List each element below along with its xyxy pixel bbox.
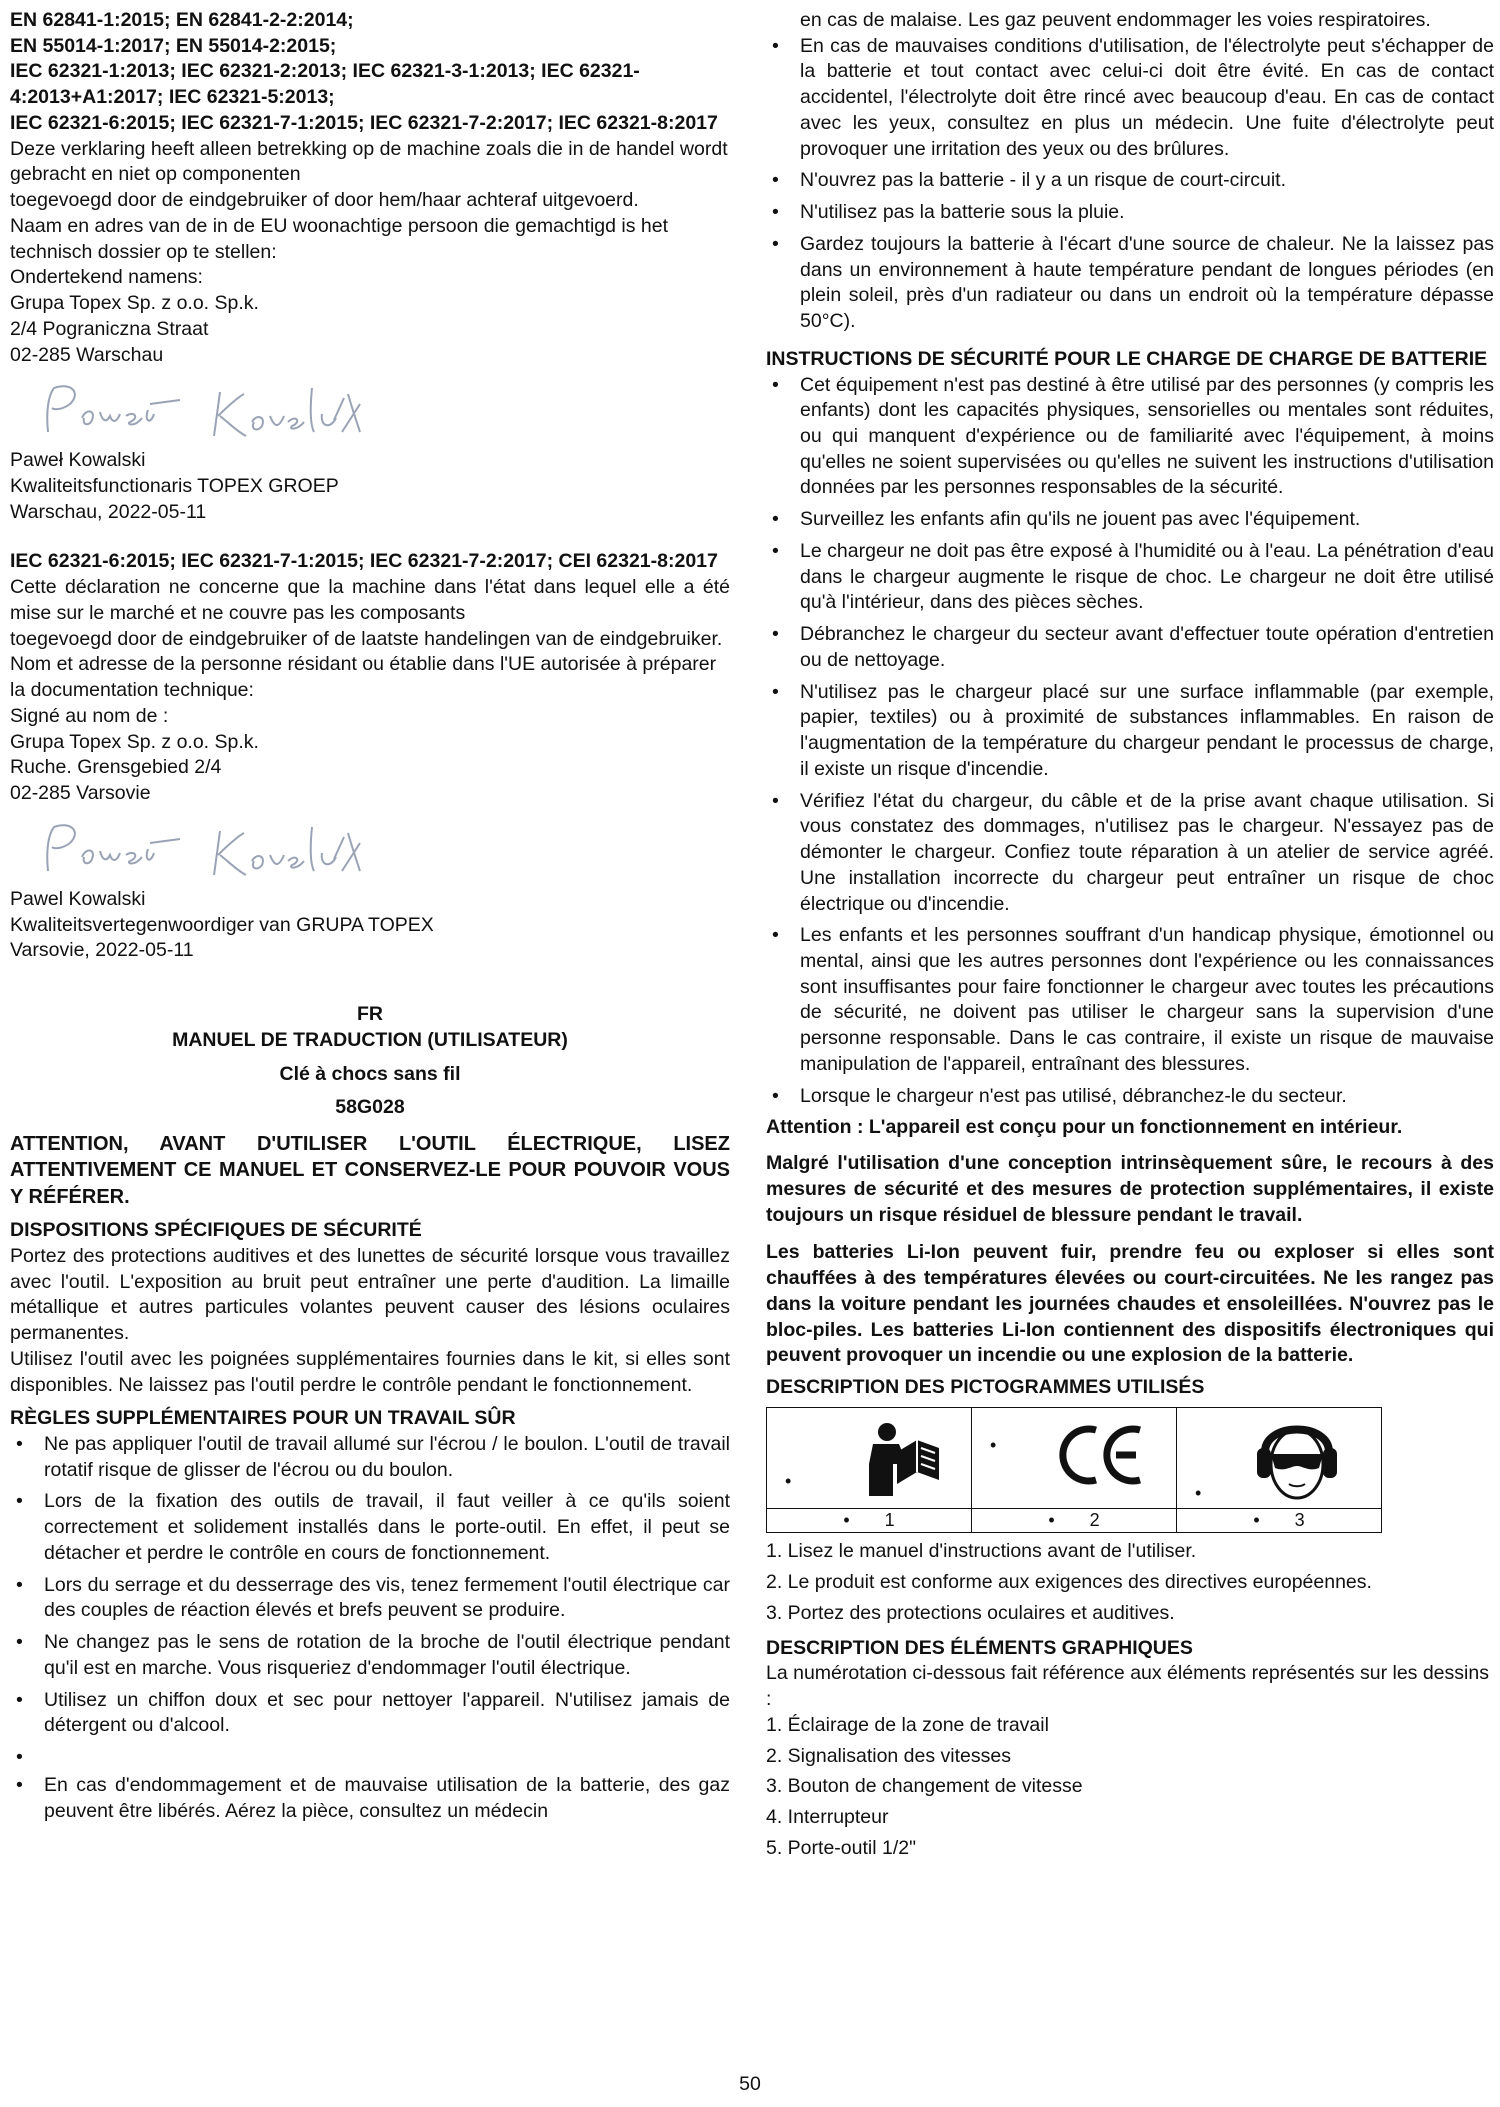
list-item: • Débranchez le chargeur du secteur avant d'effectuer toute opération d'entretien ou de nettoyage. bbox=[766, 622, 1494, 673]
standards-line-2: EN 55014-1:2017; EN 55014-2:2015; bbox=[10, 34, 337, 57]
additional-rules-list bbox=[10, 1432, 730, 1825]
signature-image bbox=[10, 368, 730, 448]
pictograms-table bbox=[766, 1407, 1382, 1534]
standards-line-1: EN 62841-1:2015; EN 62841-2-2:2014; bbox=[10, 9, 354, 31]
signature-image bbox=[10, 807, 730, 887]
list-item: • Les enfants et les personnes souffrant d'un handicap physique, émotionnel ou mental, ainsi que les autres personnes dont l'expérience ou les connaissances sont insuffisantes pour faire fonctionner le chargeur avec toutes les précautions de sécurité, ne doivent pas utiliser le chargeur sans la supervision d'une personne responsable. Dans le cas contraire, il existe un risque de mauvaise manipulation de l'appareil, entraînant des blessures. bbox=[766, 923, 1494, 1077]
pictogram-cell-2: • bbox=[972, 1407, 1177, 1508]
nl-declaration-p1: Deze verklaring heeft alleen betrekking op de machine zoals die in de handel wordt gebracht en niet op componenten bbox=[10, 137, 728, 186]
graphic-elements-list bbox=[766, 1713, 1494, 1862]
specific-safety-p2: Utilisez l'outil avec les poignées supplémentaires fournies dans le kit, si elles sont disponibles. Ne laissez pas l'outil perdre le contrôle pendant le fonctionnement. bbox=[10, 1347, 730, 1396]
read-manual-icon bbox=[847, 1418, 947, 1498]
specific-safety-heading: DISPOSITIONS SPÉCIFIQUES DE SÉCURITÉ bbox=[10, 1219, 422, 1242]
list-item: • Surveillez les enfants afin qu'ils ne jouent pas avec l'équipement. bbox=[766, 507, 1494, 533]
nl-street: 2/4 Pograniczna Straat bbox=[10, 317, 209, 340]
nl-signatory-role: Kwaliteitsfunctionaris TOPEX GROEP bbox=[10, 475, 339, 498]
list-item: • Ne pas appliquer l'outil de travail allumé sur l'écrou / le boulon. L'outil de travail rotatif risque de glisser de l'écrou ou du boulon. bbox=[10, 1432, 730, 1483]
fr-declaration-p1: Cette déclaration ne concerne que la machine dans l'état dans lequel elle a été mise sur le marché et ne couvre pas les composants bbox=[10, 576, 730, 624]
pictogram-descriptions bbox=[766, 1539, 1494, 1626]
model-number: 58G028 bbox=[335, 1096, 405, 1119]
nl-date: Warschau, 2022-05-11 bbox=[10, 500, 207, 523]
list-item: • Le chargeur ne doit pas être exposé à l'humidité ou à l'eau. La pénétration d'eau dans le chargeur augmente le risque de choc. Le chargeur ne doit être utilisé qu'à l'intérieur, dans des pièces sèches. bbox=[766, 539, 1494, 616]
list-item: • N'utilisez pas la batterie sous la pluie. bbox=[766, 200, 1494, 226]
residual-risk-note: Malgré l'utilisation d'une conception intrinsèquement sûre, le recours à des mesures de sécurité et des mesures de protection supplémentaires, il existe toujours un risque résiduel de blessure pendant le travail. bbox=[766, 1152, 1494, 1226]
list-item: • Utilisez un chiffon doux et sec pour nettoyer l'appareil. N'utilisez jamais de détergent ou d'alcool. bbox=[10, 1688, 730, 1739]
li-ion-warning: Les batteries Li-Ion peuvent fuir, prendre feu ou exploser si elles sont chauffées à des températures élevées ou court-circuitées. Ne les rangez pas dans la voiture pendant les journées chaudes et ensoleillées. N'ouvrez pas le bloc-piles. Les batteries Li-Ion contiennent des dispositifs électroniques qui peuvent provoquer un incendie ou une explosion de la batterie. bbox=[766, 1241, 1494, 1367]
charger-safety-heading: INSTRUCTIONS DE SÉCURITÉ POUR LE CHARGE DE CHARGE DE BATTERIE bbox=[766, 347, 1488, 370]
fr-declaration-p3: Nom et adresse de la personne résidant ou établie dans l'UE autorisée à préparer la documentation technique: bbox=[10, 653, 717, 702]
fr-standards: IEC 62321-6:2015; IEC 62321-7-1:2015; IEC 62321-7-2:2017; CEI 62321-8:2017 bbox=[10, 550, 718, 573]
fr-signatory-role: Kwaliteitsvertegenwoordiger van GRUPA TOPEX bbox=[10, 913, 434, 936]
fr-declaration-p2: toegevoegd door de eindgebruiker of de laatste handelingen van de eindgebruiker. bbox=[10, 627, 723, 650]
list-item: • Gardez toujours la batterie à l'écart d'une source de chaleur. Ne la laissez pas dans un environnement à haute température pendant de longues périodes (en plein soleil, près d'un radiateur ou dans un endroit où la température dépasse 50°C). bbox=[766, 232, 1494, 335]
pictogram-number-1: • 1 bbox=[767, 1508, 972, 1533]
list-item bbox=[10, 1745, 730, 1767]
pictogram-number-3: • 3 bbox=[1177, 1508, 1382, 1533]
left-column bbox=[10, 8, 730, 1831]
list-item: • Lorsque le chargeur n'est pas utilisé, débranchez-le du secteur. bbox=[766, 1084, 1494, 1110]
list-item: 2. Signalisation des vitesses bbox=[766, 1744, 1011, 1767]
fr-street: Ruche. Grensgebied 2/4 bbox=[10, 756, 222, 779]
list-item: 5. Porte-outil 1/2" bbox=[766, 1836, 917, 1859]
list-item: • N'utilisez pas le chargeur placé sur une surface inflammable (par exemple, papier, textiles) ou à proximité de substances inflammables. En raison de l'augmentation de la température du chargeur pendant le processus de charge, il existe un risque d'incendie. bbox=[766, 680, 1494, 783]
right-column bbox=[766, 8, 1494, 1867]
nl-city: 02-285 Warschau bbox=[10, 343, 164, 366]
graphic-elements-heading: DESCRIPTION DES ÉLÉMENTS GRAPHIQUES bbox=[766, 1636, 1193, 1659]
nl-declaration-p2: toegevoegd door de eindgebruiker of door hem/haar achteraf uitgevoerd. bbox=[10, 189, 639, 212]
list-item: 1. Lisez le manuel d'instructions avant de l'utiliser. bbox=[766, 1540, 1197, 1563]
fr-date: Varsovie, 2022-05-11 bbox=[10, 939, 194, 962]
nl-signatory-name: Paweł Kowalski bbox=[10, 449, 146, 472]
list-item: 2. Le produit est conforme aux exigences des directives européennes. bbox=[766, 1571, 1372, 1594]
pictograms-heading: DESCRIPTION DES PICTOGRAMMES UTILISÉS bbox=[766, 1375, 1205, 1398]
list-item: 1. Éclairage de la zone de travail bbox=[766, 1713, 1049, 1736]
list-item: • Ne changez pas le sens de rotation de la broche de l'outil électrique pendant qu'il est en marche. Vous risqueriez d'endommager l'outil électrique. bbox=[10, 1630, 730, 1681]
manual-title: MANUEL DE TRADUCTION (UTILISATEUR) bbox=[172, 1028, 568, 1051]
list-item: • En cas de mauvaises conditions d'utilisation, de l'électrolyte peut s'échapper de la batterie et tout contact avec celui-ci doit être évité. En cas de contact accidentel, l'électrolyte doit être rincé avec beaucoup d'eau. En cas de contact avec les yeux, consultez en plus un médecin. Une fuite d'électrolyte peut provoquer une irritation des yeux ou des brûlures. bbox=[766, 34, 1494, 163]
continued-text: en cas de malaise. Les gaz peuvent endommager les voies respiratoires. bbox=[800, 9, 1431, 31]
list-item: • Vérifiez l'état du chargeur, du câble et de la prise avant chaque utilisation. Si vous constatez des dommages, n'utilisez pas le chargeur. N'essayez pas de démonter le chargeur. Confiez toute réparation à un atelier de service agréé. Une installation incorrecte du chargeur peut entraîner un risque de choc électrique ou d'incendie. bbox=[766, 789, 1494, 918]
ce-mark-icon bbox=[1052, 1420, 1152, 1490]
pictogram-number-2: • 2 bbox=[972, 1508, 1177, 1533]
nl-signed-on-behalf: Ondertekend namens: bbox=[10, 266, 203, 289]
protection-goggles-earmuffs-icon bbox=[1247, 1412, 1347, 1504]
fr-signatory-name: Pawel Kowalski bbox=[10, 887, 146, 910]
list-item: • Lors du serrage et du desserrage des vis, tenez fermement l'outil électrique car des couples de réaction élevés et brefs peuvent se produire. bbox=[10, 1573, 730, 1624]
additional-rules-heading: RÈGLES SUPPLÉMENTAIRES POUR UN TRAVAIL SÛR bbox=[10, 1407, 516, 1430]
fr-company: Grupa Topex Sp. z o.o. Sp.k. bbox=[10, 730, 259, 753]
fr-city: 02-285 Varsovie bbox=[10, 782, 151, 805]
nl-company: Grupa Topex Sp. z o.o. Sp.k. bbox=[10, 292, 259, 315]
language-code: FR bbox=[357, 1003, 383, 1026]
fr-signed-on-behalf: Signé au nom de : bbox=[10, 704, 169, 727]
pictogram-cell-3: • bbox=[1177, 1407, 1382, 1508]
attention-indoor: Attention : L'appareil est conçu pour un fonctionnement en intérieur. bbox=[766, 1116, 1403, 1139]
list-item: • En cas d'endommagement et de mauvaise utilisation de la batterie, des gaz peuvent être libérés. Aérez la pièce, consultez un médecin bbox=[10, 1773, 730, 1824]
standards-line-3: IEC 62321-1:2013; IEC 62321-2:2013; IEC 62321-3-1:2013; IEC 62321-4:2013+A1:2017; IEC 62321-5:2013; bbox=[10, 60, 640, 109]
list-item: • Lors de la fixation des outils de travail, il faut veiller à ce qu'ils soient correctement et solidement installés dans le porte-outil. En effet, il peut se détacher et perdre le contrôle en cours de fonctionnement. bbox=[10, 1489, 730, 1566]
product-name: Clé à chocs sans fil bbox=[279, 1062, 461, 1085]
attention-heading: ATTENTION, AVANT D'UTILISER L'OUTIL ÉLECTRIQUE, LISEZ ATTENTIVEMENT CE MANUEL ET CONSERVEZ-LE POUR POUVOIR VOUS Y RÉFÉRER. bbox=[10, 1132, 730, 1208]
battery-safety-list bbox=[766, 34, 1494, 335]
charger-safety-list bbox=[766, 373, 1494, 1110]
graphic-elements-intro: La numérotation ci-dessous fait référence aux éléments représentés sur les dessins : bbox=[766, 1662, 1489, 1711]
list-item: 3. Bouton de changement de vitesse bbox=[766, 1775, 1083, 1798]
list-item: 3. Portez des protections oculaires et auditives. bbox=[766, 1601, 1175, 1624]
list-item: 4. Interrupteur bbox=[766, 1806, 889, 1829]
list-item: • N'ouvrez pas la batterie - il y a un risque de court-circuit. bbox=[766, 168, 1494, 194]
page-number: 50 bbox=[739, 2073, 761, 2095]
pictogram-cell-1: • bbox=[767, 1407, 972, 1508]
specific-safety-p1: Portez des protections auditives et des lunettes de sécurité lorsque vous travaillez avec l'outil. L'exposition au bruit peut entraîner une perte d'audition. La limaille métallique et autres particules volantes peuvent causer des lésions oculaires permanentes. bbox=[10, 1244, 730, 1345]
standards-line-4: IEC 62321-6:2015; IEC 62321-7-1:2015; IEC 62321-7-2:2017; IEC 62321-8:2017 bbox=[10, 111, 718, 134]
nl-declaration-p3: Naam en adres van de in de EU woonachtige persoon die gemachtigd is het technisch dossier op te stellen: bbox=[10, 214, 668, 263]
list-item: • Cet équipement n'est pas destiné à être utilisé par des personnes (y compris les enfants) dont les capacités physiques, sensorielles ou mentales sont réduites, ou qui manquent d'expérience ou de familiarité avec l'équipement, à moins qu'elles ne soient supervisées ou qu'elles ne suivent les instructions d'utilisation données par les personnes responsables de la sécurité. bbox=[766, 373, 1494, 502]
